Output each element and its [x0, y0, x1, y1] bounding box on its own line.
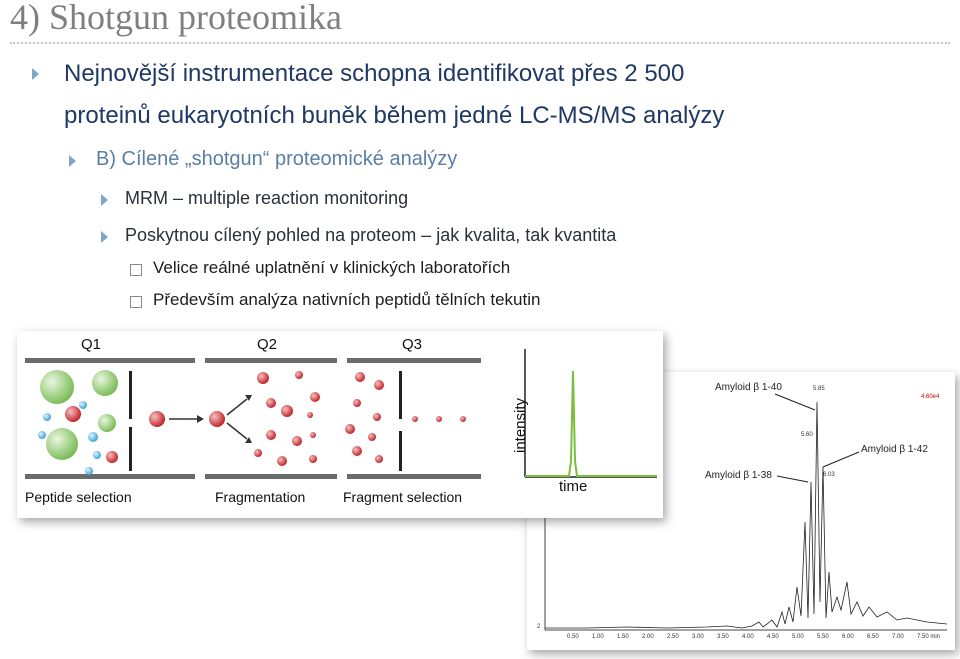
x-axis-label: time	[559, 478, 588, 495]
slide-title: 4) Shotgun proteomika	[10, 0, 342, 37]
label-q3: Q3	[402, 336, 423, 353]
x-tick-label: 2.00	[642, 634, 654, 640]
peak-label-560: 5.60	[801, 432, 813, 438]
bullet-native-peptides: Především analýza nativních peptidů tělních tekutin	[153, 290, 541, 309]
y-axis-label: intensity	[512, 397, 530, 454]
mrm-schematic-figure	[17, 331, 663, 518]
label-q2: Q2	[257, 336, 278, 353]
x-tick-label: 6.00	[842, 634, 854, 640]
title-divider	[10, 42, 950, 44]
x-tick-labels	[527, 634, 955, 644]
caption-fragmentation: Fragmentation	[215, 489, 306, 505]
bullet-arrow-icon	[32, 68, 39, 80]
annotation-amyloid-1-40: Amyloid β 1-40	[715, 382, 782, 393]
x-tick-label: 3.50	[717, 634, 729, 640]
square-bullet-icon	[130, 296, 142, 308]
x-tick-label: 4.00	[742, 634, 754, 640]
x-tick-label: 6.50	[867, 634, 879, 640]
x-tick-label: 7.50 min	[917, 634, 941, 640]
x-tick-label: 5.50	[817, 634, 829, 640]
label-q1: Q1	[81, 336, 102, 353]
annotation-amyloid-1-42: Amyloid β 1-42	[861, 444, 928, 455]
square-bullet-icon	[130, 264, 142, 276]
intensity-scale-label: 4.60e4	[921, 394, 940, 400]
bullet-targeted-view: Poskytnou cílený pohled na proteom – jak kvalita, tak kvantita	[125, 225, 617, 245]
x-tick-label: 7.00	[892, 634, 904, 640]
bullet-arrow-icon	[101, 194, 108, 206]
x-tick-label: 1.50	[617, 634, 629, 640]
bullet-clinical-use: Velice reálné uplatnění v klinických laboratořích	[153, 258, 511, 277]
peak-label-603: 6.03	[823, 472, 835, 478]
x-tick-label: 0.50	[567, 634, 579, 640]
x-tick-label: 2.50	[667, 634, 679, 640]
bullet-arrow-icon	[69, 155, 76, 167]
bullet-instrumentation-line1: Nejnovější instrumentace schopna identifikovat přes 2 500	[64, 60, 685, 87]
y-tick-label: 2	[537, 624, 541, 630]
bullet-arrow-icon	[101, 231, 108, 243]
bullet-targeted-shotgun: B) Cílené „shotgun“ proteomické analýzy	[96, 148, 458, 170]
x-tick-label: 5.00	[792, 634, 804, 640]
annotation-amyloid-1-38: Amyloid β 1-38	[705, 470, 772, 481]
bullet-mrm: MRM – multiple reaction monitoring	[125, 188, 409, 208]
bullet-instrumentation-line2: proteinů eukaryotních buněk během jedné LC-MS/MS analýzy	[64, 102, 725, 129]
x-tick-label: 4.50	[767, 634, 779, 640]
x-tick-label: 3.00	[692, 634, 704, 640]
x-tick-label: 1.00	[592, 634, 604, 640]
peak-label-585: 5.85	[813, 386, 825, 392]
caption-peptide-selection: Peptide selection	[25, 489, 132, 505]
caption-fragment-selection: Fragment selection	[343, 489, 463, 505]
